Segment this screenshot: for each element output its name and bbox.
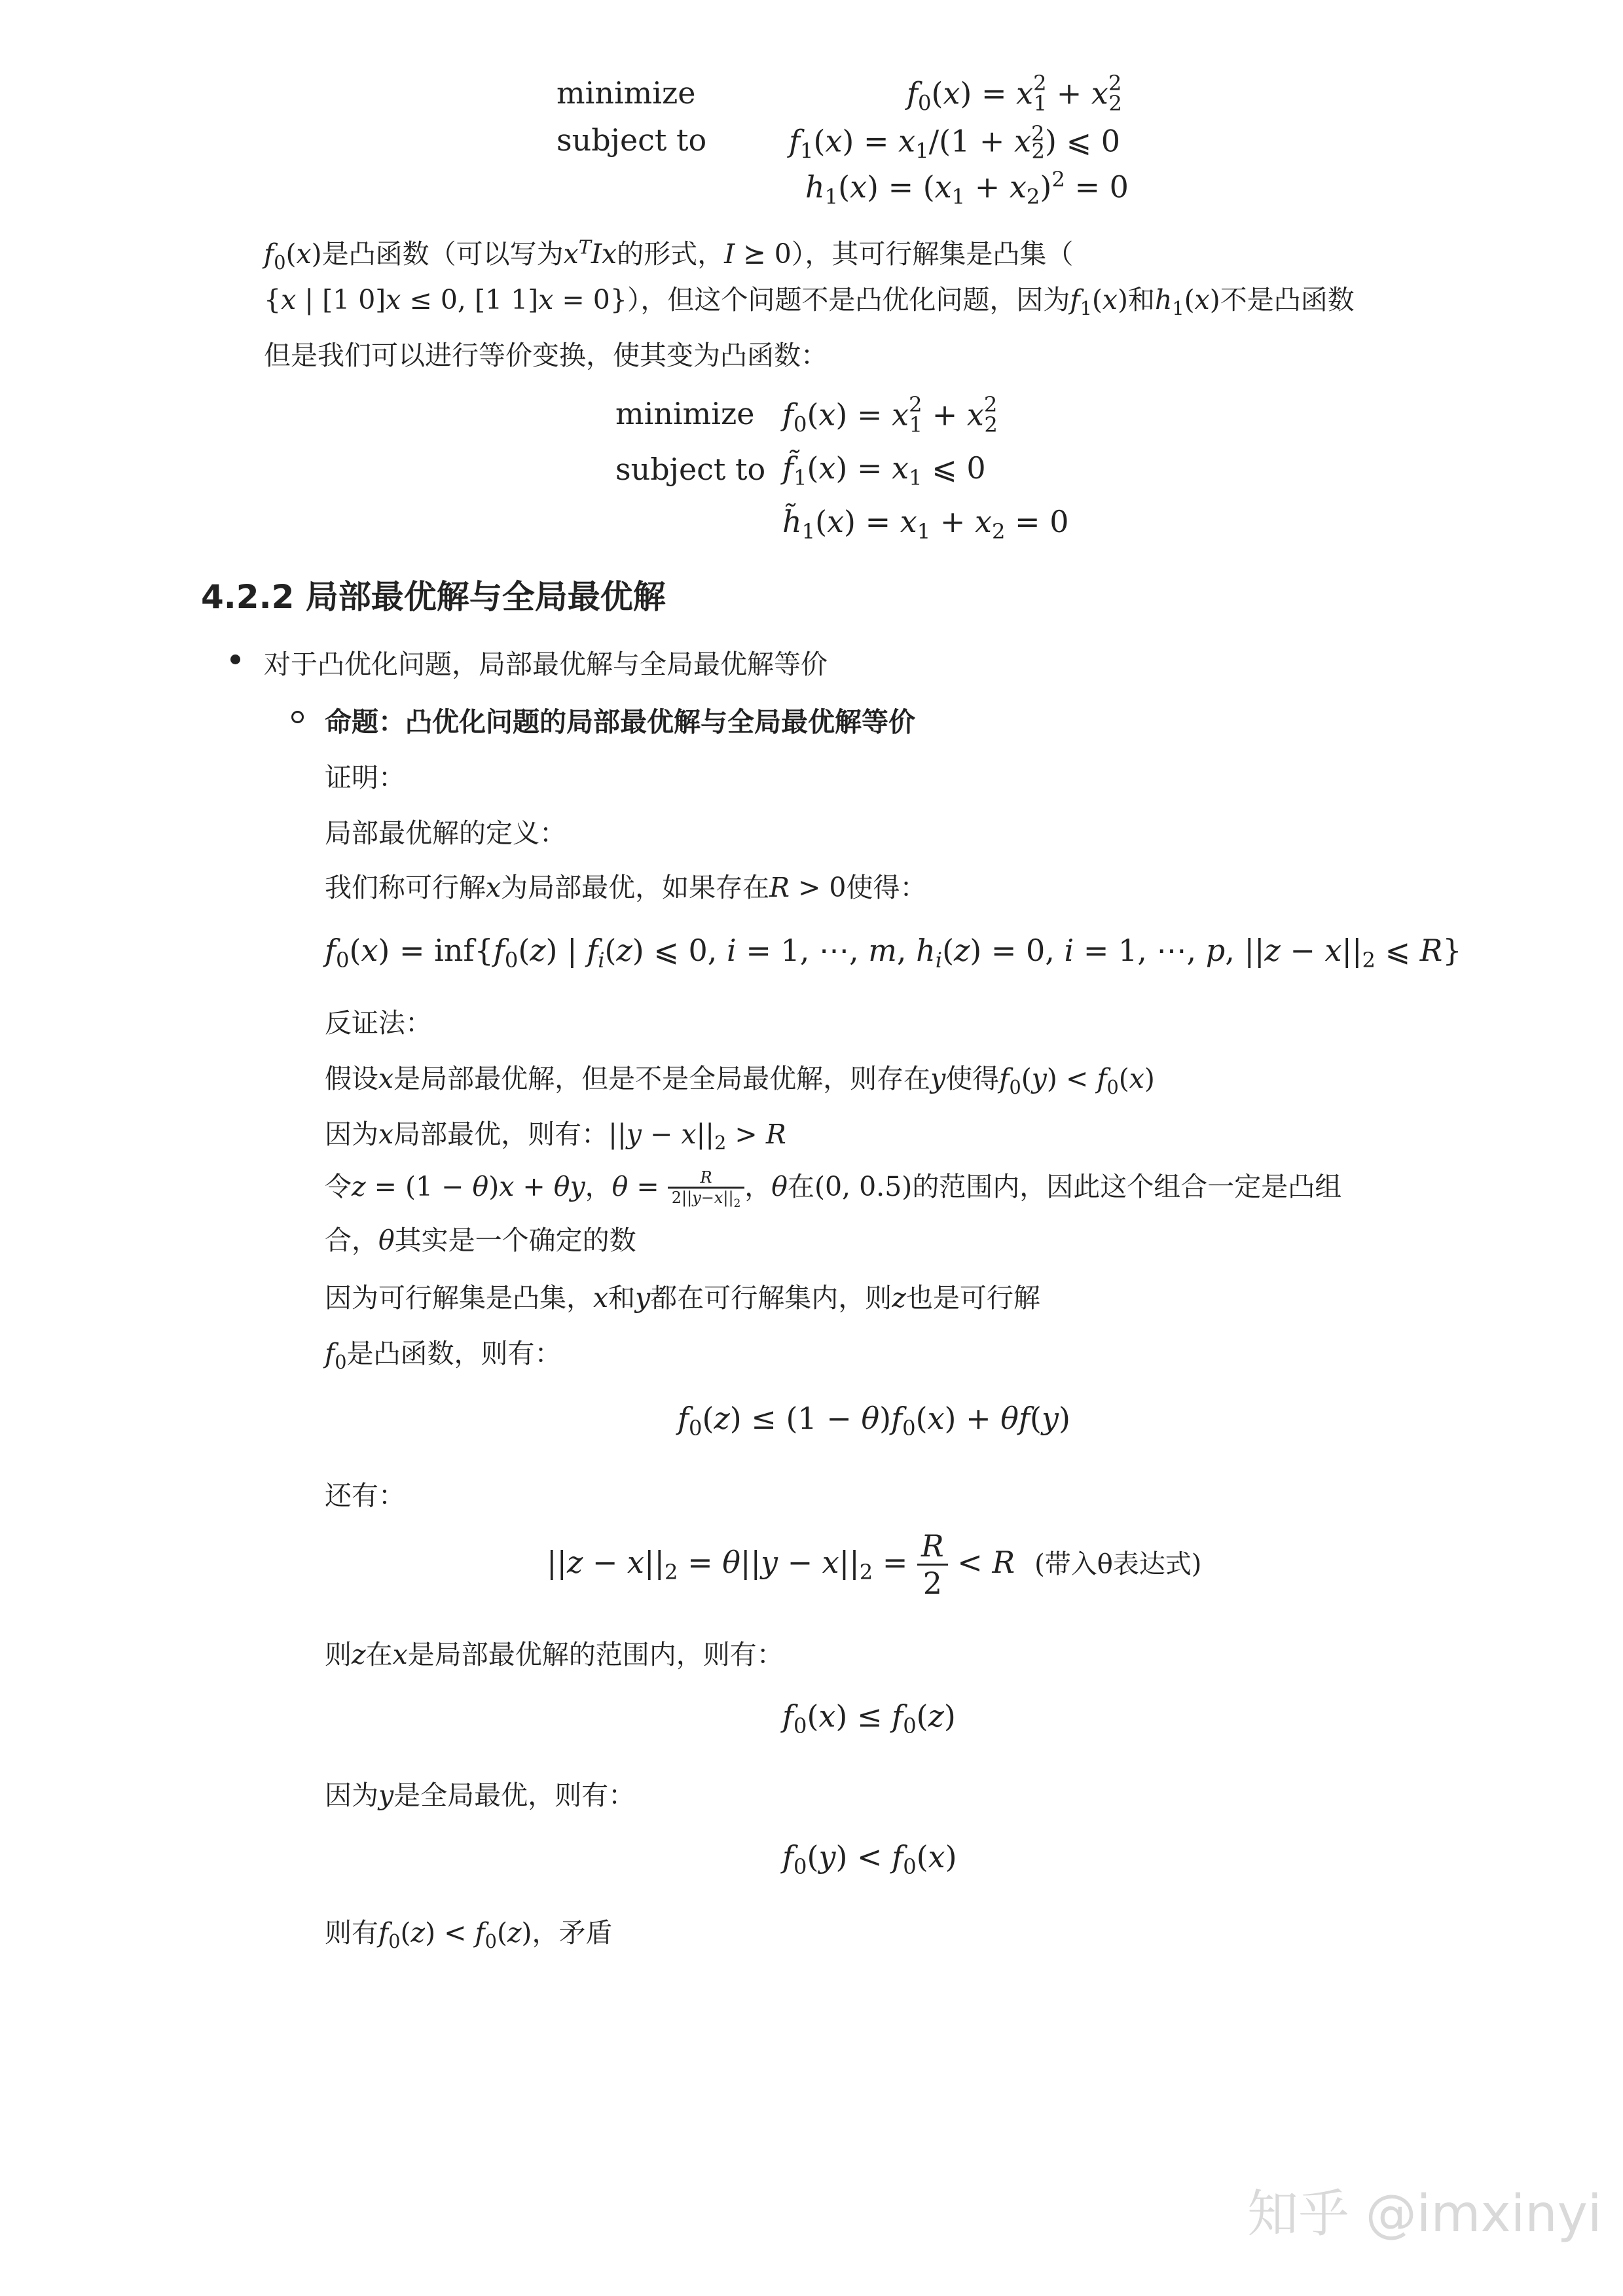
section-title: 4.2.2 局部最优解与全局最优解 <box>201 578 666 616</box>
problem2-minimize-label: minimize <box>615 396 755 431</box>
f0-convex-line: $f_0$是凸函数，则有： <box>325 1338 562 1374</box>
problem1-objective: $f_0(x) = x^2_1 + x^2_2$ <box>907 71 1122 116</box>
assume-line: 假设x是局部最优解，但是不是全局最优解，则存在y使得$f_0(y) < f_0(x)$ <box>325 1063 1155 1099</box>
bullet-dot-icon <box>230 655 240 664</box>
contradiction-label: 反证法： <box>325 1007 432 1039</box>
problem1-constraint2: $h_1(x) = (x_1 + x_2)^2 = 0$ <box>805 167 1129 209</box>
because-local-line: 因为x局部最优，则有：$||y - x||_2 > R$ <box>325 1119 786 1155</box>
global-opt-inequality: $f_0(y) < f_0(x)$ <box>782 1839 957 1880</box>
para1-line1: $f_0(x)$是凸函数（可以写为$x^TIx$的形式，I ⪰ 0），其可行解集是凸集（ <box>264 236 1074 274</box>
problem2-subject-to-label: subject to <box>615 452 766 487</box>
problem1-subject-to-label: subject to <box>556 122 707 158</box>
zhihu-watermark: 知乎 @imxinyi <box>1247 2185 1602 2244</box>
problem1-minimize-label: minimize <box>556 75 696 111</box>
convexity-inequality: $f_0(z) \le (1 - \theta)f_0(x) + \theta f(y)$ <box>678 1401 1070 1441</box>
proof-label: 证明： <box>325 762 405 793</box>
inf-equation: $f_0(x) = inf\{f_0(z)$ | $f_i(z)$ ⩽ 0, i = 1, ⋯, m, $h_i(z) = 0$, i = 1, ⋯, p, $||z - x||_2$ ⩽ R} <box>325 933 1462 973</box>
bullet1-text: 对于凸优化问题，局部最优解与全局最优解等价 <box>264 649 828 680</box>
bullet2-text: 命题：凸优化问题的局部最优解与全局最优解等价 <box>325 706 915 738</box>
z-in-range-line: 则z在x是局部最优解的范围内，则有： <box>325 1639 784 1670</box>
local-opt-def-label: 局部最优解的定义： <box>325 817 566 849</box>
feasible-line: 因为可行解集是凸集，x和y都在可行解集内，则z也是可行解 <box>325 1282 1040 1314</box>
let-z-line: 令z = (1 − θ)x + θy，θ = $\frac{R}{2||y-x||_2}$ ，θ在(0, 0.5)的范围内，因此这个组合一定是凸组 <box>325 1168 1342 1210</box>
distance-equation: $||z - x||_2 = \theta||y - x||_2$ = $\frac{R}{2}$ < R (带入θ表达式) <box>547 1528 1202 1601</box>
we-call-line: 我们称可行解x为局部最优，如果存在R > 0使得： <box>325 872 927 903</box>
problem2-objective: $f_0(x) = x^2_1 + x^2_2$ <box>782 392 998 437</box>
let-z-line2: 合，θ其实是一个确定的数 <box>325 1225 636 1256</box>
para1-line3: 但是我们可以进行等价变换，使其变为凸函数： <box>264 340 828 371</box>
local-opt-inequality: $f_0(x) \le f_0(z)$ <box>782 1698 956 1739</box>
bullet-ring-icon <box>291 711 304 723</box>
y-global-line: 因为y是全局最优，则有： <box>325 1780 636 1811</box>
also-label: 还有： <box>325 1480 405 1511</box>
problem1-constraint1: $f_1(x) = x_1/(1 + x^2_2)$ ⩽ 0 <box>789 121 1121 164</box>
problem2-constraint2: $h̃_1(x) = x_1 + x_2 = 0$ <box>782 504 1069 545</box>
para1-line2: {x | [1 0]x ≤ 0, [1 1]x = 0}），但这个问题不是凸优化问题，因为$f_1(x)$和$h_1(x)$不是凸函数 <box>264 284 1355 320</box>
conclusion-line: 则有$f_0(z) < f_0(z)$，矛盾 <box>325 1917 613 1953</box>
problem2-constraint1: $f̃_1(x) = x_1$ ⩽ 0 <box>782 450 986 491</box>
